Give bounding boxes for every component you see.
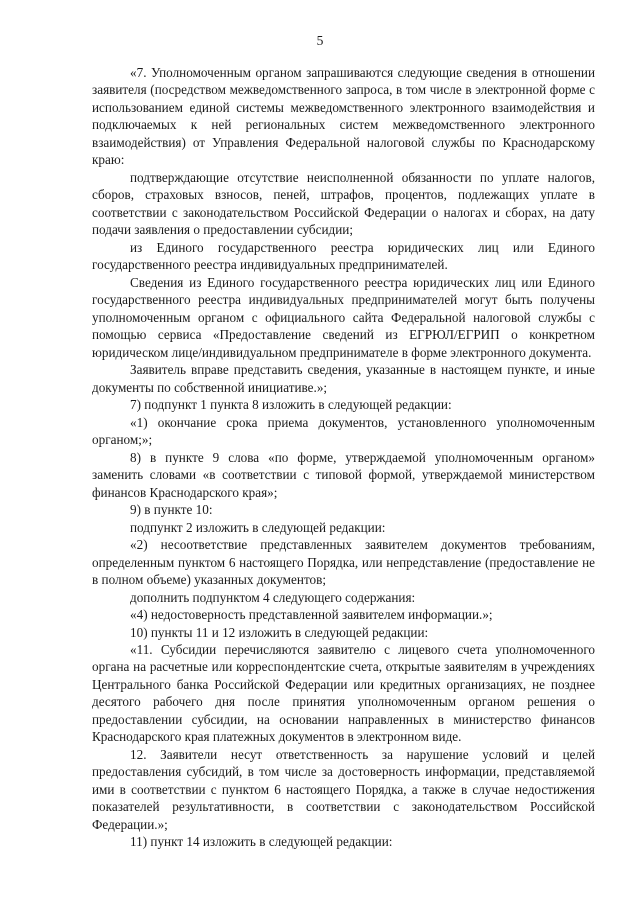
paragraph: 12. Заявители несут ответственность за нарушение условий и целей предоставления субсидий, в том числе за достоверность информации, представляемой ими в соответствии с пунктом 6 настоящего Порядка, а также в случае недостижения показателей результативности, в соответствии с законодательством Российской Федерации.»; <box>92 746 595 832</box>
paragraph: 8) в пункте 9 слова «по форме, утверждаемой уполномоченным органом» заменить словами «в соответствии с типовой формой, утверждаемой министерством финансов Краснодарского края»; <box>92 449 595 500</box>
paragraph: «1) окончание срока приема документов, установленного уполномоченным органом;»; <box>92 414 595 448</box>
paragraph: Сведения из Единого государственного реестра юридических лиц или Единого государственного реестра индивидуальных предпринимателей могут быть получены уполномоченным органом с официального сайта Федеральной налоговой службы с помощью сервиса «Предоставление сведений из ЕГРЮЛ/ЕГРИП о конкретном юридическом лице/индивидуальном предпринимателе в форме электронного документа. <box>92 274 595 360</box>
paragraph: «2) несоответствие представленных заявителем документов требованиям, определенным пунктом 6 настоящего Порядка, или непредставление (предоставление не в полном объеме) указанных документов; <box>92 537 595 588</box>
paragraph: из Единого государственного реестра юридических лиц или Единого государственного реестра индивидуальных предпринимателей. <box>92 239 595 273</box>
paragraph: 11) пункт 14 изложить в следующей редакции: <box>130 834 393 850</box>
paragraph: 7) подпункт 1 пункта 8 изложить в следующей редакции: <box>130 397 452 413</box>
paragraph: подтверждающие отсутствие неисполненной обязанности по уплате налогов, сборов, страховых взносов, пеней, штрафов, процентов, подлежащих уплате в соответствии с законодательством Российской Федерации о налогах и сборах, на дату подачи заявления о предоставлении субсидии; <box>92 169 595 238</box>
paragraph: 9) в пункте 10: <box>130 502 213 518</box>
paragraph: Заявитель вправе представить сведения, указанные в настоящем пункте, и иные документы по собственной инициативе.»; <box>92 362 595 395</box>
paragraph: 10) пункты 11 и 12 изложить в следующей редакции: <box>130 624 429 640</box>
paragraph: дополнить подпунктом 4 следующего содержания: <box>130 589 416 605</box>
page-number: 5 <box>316 33 324 48</box>
paragraph: «4) недостоверность представленной заявителем информации.»; <box>130 607 493 623</box>
paragraph: «7. Уполномоченным органом запрашиваются следующие сведения в отношении заявителя (посредством межведомственного запроса, в том числе в электронной форме с использованием единой системы межведомственного электронного взаимодействия и подключаемых к ней региональных систем межведомственного электронного взаимодействия) от Управления Федеральной налоговой службы по Краснодарскому краю: <box>92 65 595 168</box>
paragraph: подпункт 2 изложить в следующей редакции: <box>130 519 386 535</box>
paragraph: «11. Субсидии перечисляются заявителю с лицевого счета уполномоченного органа на расчетные или корреспондентские счета, открытые заявителям в учреждениях Центрального банка Российской Федерации или кредитных организациях, не позднее десятого рабочего дня после принятия уполномоченным органом решения о предоставлении субсидии, на основании направленных в министерство финансов Краснодарского края платежных документов в электронном виде. <box>92 641 595 745</box>
document-body <box>92 64 595 851</box>
